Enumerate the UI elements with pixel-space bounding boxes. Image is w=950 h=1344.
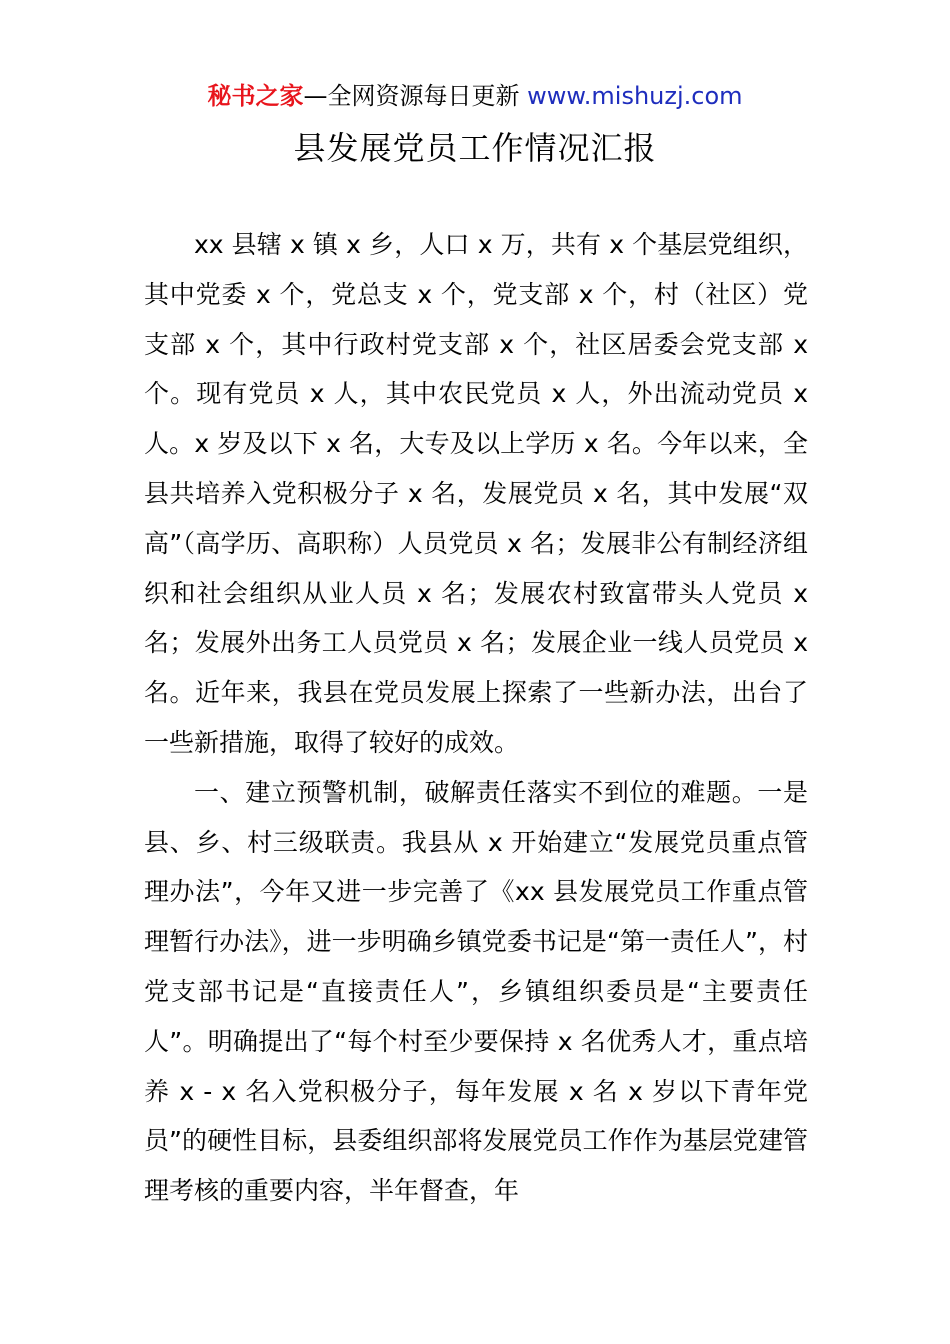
paragraph-intro: xx 县辖 x 镇 x 乡，人口 x 万，共有 x 个基层党组织，其中党委 x 个，党总支 x 个，党支部 x 个，村（社区）党支部 x 个，其中行政村党支部 x 个，社区居委会党支部 x 个。现有党员 x 人，其中农民党员 x 人，外出流动党员 x 人。x 岁及以下 x 名，大专及以上学历 x 名。今年以来，全县共培养入党积极分子 x 名，发展党员 x 名，其中发展“双高”（高学历、高职称）人员党员 x 名；发展非公有制经济组织和社会组织从业人员 x 名；发展农村致富带头人党员 x 名；发展外出务工人员党员 x 名；发展企业一线人员党员 x 名。近年来，我县在党员发展上探索了一些新办法，出台了一些新措施，取得了较好的成效。 — [144, 230, 808, 757]
site-url-link[interactable]: www.mishuzj.com — [527, 82, 743, 110]
brand-name: 秘书之家 — [207, 82, 304, 110]
site-header — [0, 80, 950, 112]
document-body — [144, 220, 808, 1216]
document-title: 县发展党员工作情况汇报 — [293, 129, 657, 167]
site-tagline: —全网资源每日更新 — [303, 82, 520, 110]
paragraph-section-one: 一、建立预警机制，破解责任落实不到位的难题。一是县、乡、村三级联责。我县从 x 开始建立“发展党员重点管理办法”，今年又进一步完善了《xx 县发展党员工作重点管理暂行办法》，进一步明确乡镇党委书记是“第一责任人”，村党支部书记是“直接责任人”，乡镇组织委员是“主要责任人”。明确提出了“每个村至少要保持 x 名优秀人才，重点培养 x - x 名入党积极分子，每年发展 x 名 x 岁以下青年党员”的硬性目标，县委组织部将发展党员工作作为基层党建管理考核的重要内容，半年督查，年 — [144, 777, 808, 1206]
